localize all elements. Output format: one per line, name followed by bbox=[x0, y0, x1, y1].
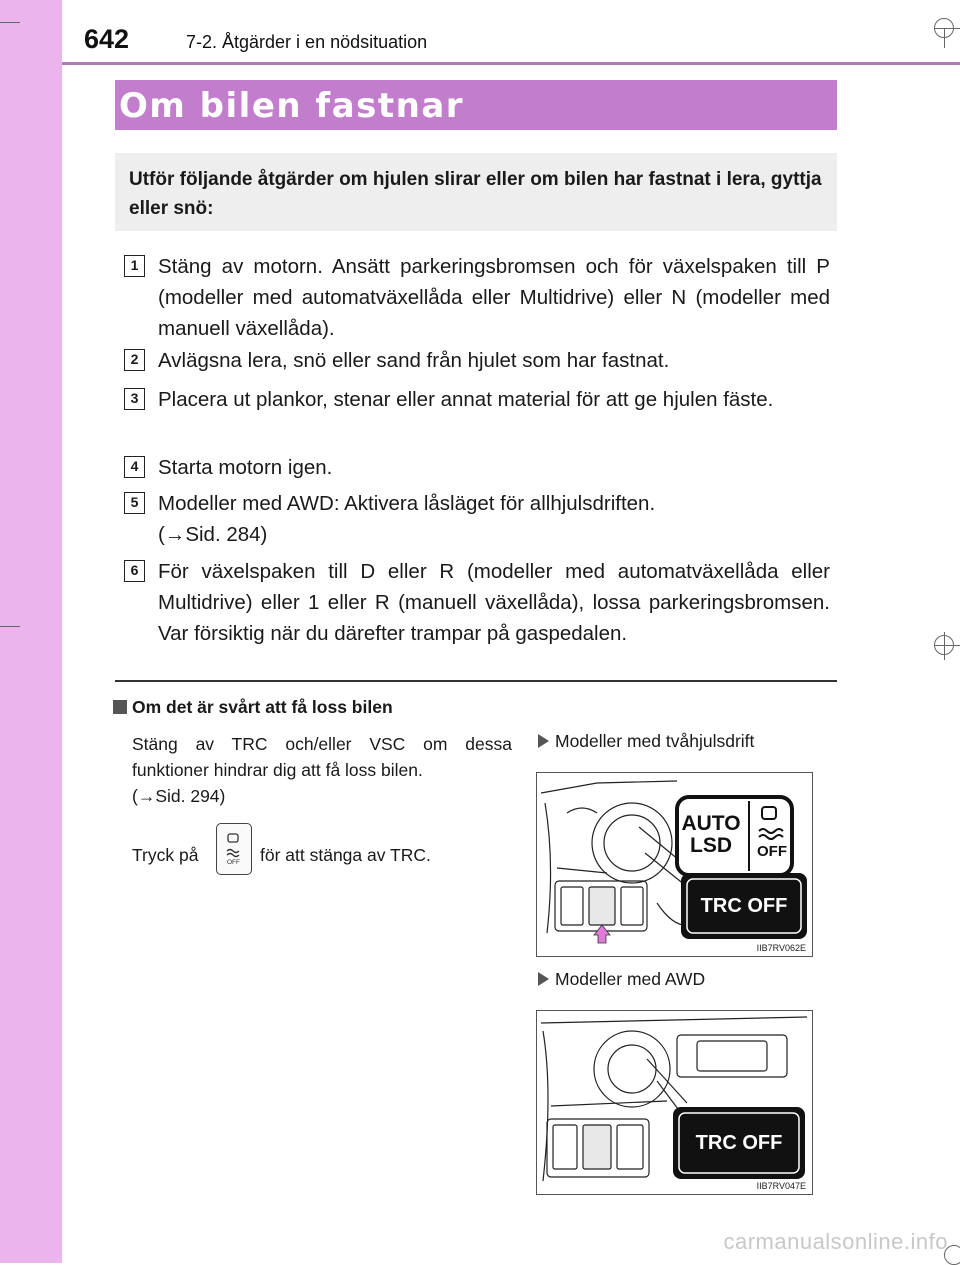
page-title: Om bilen fastnar bbox=[119, 86, 465, 126]
subsection-heading-text: Om det är svårt att få loss bilen bbox=[132, 697, 393, 717]
figure-2wd-dashboard bbox=[536, 772, 813, 957]
step-number: 3 bbox=[124, 388, 145, 410]
section-divider bbox=[115, 680, 837, 682]
trc-off-switch-icon bbox=[216, 823, 252, 875]
key-off-label: OFF bbox=[227, 859, 240, 866]
crop-mark bbox=[0, 626, 20, 627]
step-text: För växelspaken till D eller R (modeller med automatväxellåda eller Multidrive) eller 1 eller R (manuell växellåda), lossa parkeringsbromsen. Var försiktig när du därefter trampar på gaspedalen. bbox=[158, 560, 830, 645]
step-text: Avlägsna lera, snö eller sand från hjulet som har fastnat. bbox=[158, 349, 670, 372]
step-number: 5 bbox=[124, 492, 145, 514]
figure-2-label bbox=[538, 969, 705, 990]
square-bullet-icon bbox=[113, 700, 127, 714]
figure-1-label-text: Modeller med tvåhjulsdrift bbox=[555, 731, 755, 751]
crop-mark bbox=[934, 18, 954, 38]
step-text: Modeller med AWD: Aktivera låsläget för allhjulsdriften. bbox=[158, 492, 656, 515]
triangle-bullet-icon bbox=[538, 734, 549, 748]
step-number: 6 bbox=[124, 560, 145, 582]
figure-code: IIB7RV047E bbox=[756, 1181, 806, 1191]
header-rule bbox=[62, 62, 960, 65]
subsection-paragraph: Stäng av TRC och/eller VSC om dessa funktioner hindrar dig att få loss bilen. bbox=[132, 734, 512, 780]
subsection-heading bbox=[113, 697, 393, 718]
crop-mark bbox=[934, 635, 954, 655]
subsection-page-reference: (→Sid. 294) bbox=[132, 786, 226, 806]
figure-2-label-text: Modeller med AWD bbox=[555, 969, 706, 989]
press-arrow-icon bbox=[594, 925, 610, 943]
step-text: Starta motorn igen. bbox=[158, 456, 333, 479]
press-instruction-start: Tryck på bbox=[132, 845, 199, 865]
page-reference: (→Sid. 284) bbox=[158, 523, 268, 546]
watermark: carmanualsonline.info bbox=[723, 1229, 948, 1254]
figure-1-label bbox=[538, 731, 754, 752]
step-number: 1 bbox=[124, 255, 145, 277]
figure-code: IIB7RV062E bbox=[756, 943, 806, 953]
auto-lsd-label: AUTO LSD bbox=[681, 812, 741, 857]
side-tab-strip bbox=[0, 0, 62, 1263]
off-label: OFF bbox=[757, 843, 787, 860]
intro-box bbox=[115, 153, 837, 231]
step-text: Stäng av motorn. Ansätt parkeringsbromsen och för växelspaken till P (modeller med automatväxellåda eller Multidrive) eller N (modeller med manuell växellåda). bbox=[158, 255, 830, 340]
trc-off-callout: TRC OFF bbox=[695, 1132, 783, 1154]
step-number: 2 bbox=[124, 349, 145, 371]
step-text: Placera ut plankor, stenar eller annat material för att ge hjulen fäste. bbox=[158, 388, 774, 411]
crop-mark bbox=[0, 22, 20, 23]
press-instruction-end: för att stänga av TRC. bbox=[260, 845, 431, 865]
figure-awd-dashboard bbox=[536, 1010, 813, 1195]
triangle-bullet-icon bbox=[538, 972, 549, 986]
intro-text: Utför följande åtgärder om hjulen slirar eller om bilen har fastnat i lera, gyttja eller snö: bbox=[129, 169, 822, 219]
step-number: 4 bbox=[124, 456, 145, 478]
section-heading: 7-2. Åtgärder i en nödsituation bbox=[186, 32, 428, 52]
page-number: 642 bbox=[84, 24, 130, 54]
trc-off-callout: TRC OFF bbox=[700, 895, 788, 917]
title-bar bbox=[115, 80, 837, 130]
